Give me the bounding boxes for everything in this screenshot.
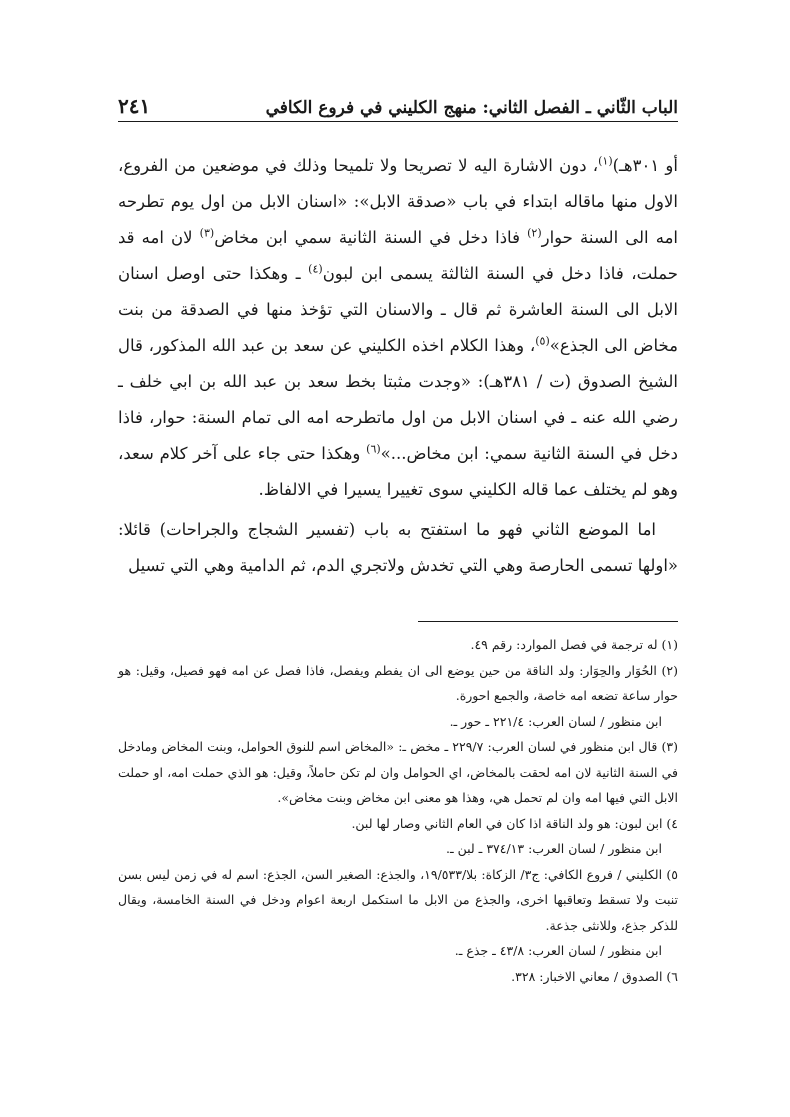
note-ref-5: (٥)	[535, 334, 550, 348]
p1-text: لان امه قد حملت، فاذا دخل في السنة الثالثة يسمى ابن لبون	[118, 228, 679, 283]
footnote-1: (١) له ترجمة في فصل الموارد: رقم ٤٩.	[470, 637, 678, 652]
p1-text: ، دون الاشارة اليه لا تصريحا ولا تلميحا وذلك في موضعين من الفروع، الاول منها ماقاله ابتداء في باب «صدقة الابل»: «اسنان الابل من اول يوم تطرحه امه الى السنة حوار	[118, 156, 678, 247]
note-ref-4: (٤)	[308, 262, 323, 276]
running-title: الباب الثّاني ـ الفصل الثاني: منهج الكليني في فروع الكافي	[265, 98, 678, 118]
note-ref-1: (١)	[598, 154, 613, 168]
footnote-2-source: ابن منظور / لسان العرب: ٢٢١/٤ ـ حور ـ.	[449, 713, 662, 729]
p1-text: فاذا دخل في السنة الثانية سمي ابن مخاض	[214, 228, 528, 247]
p1-text: أو ٣٠١هـ)	[612, 156, 678, 175]
page-header	[118, 78, 678, 118]
note-ref-6: (٦)	[366, 442, 381, 456]
footnote-2: (٢) الحُوَار والحِوَار: ولد الناقة من حين يوضع الى ان يفطم ويفصل، فاذا فصل عن امه فهو فصيل، وقيل: هو حوار ساعة تضعه امه خاصة، والجمع احورة.	[118, 662, 678, 703]
page-number: ٢٤١	[118, 94, 151, 118]
footnote-rule	[418, 621, 678, 622]
footnote-4-source: ابن منظور / لسان العرب: ٣٧٤/١٣ ـ لبن ـ.	[445, 841, 662, 856]
footnote-5-source: ابن منظور / لسان العرب: ٤٣/٨ ـ جذع ـ.	[454, 943, 662, 958]
note-ref-3: (٣)	[199, 226, 215, 240]
paragraph-2: اما الموضع الثاني فهو ما استفتح به باب (تفسير الشجاج والجراحات) قائلا: «اولها تسمى الحارصة وهي التي تخدش ولاتجري الدم، ثم الدامية وهي التي تسيل	[118, 520, 678, 575]
p1-text: وهكذا حتى جاء على آخر كلام سعد، وهو لم يختلف عما قاله الكليني سوى تغييرا يسيرا في الالفاظ.	[118, 444, 678, 499]
footnote-6: ٦) الصدوق / معاني الاخبار: ٣٢٨.	[511, 968, 678, 984]
body-text	[118, 148, 678, 584]
p1-text: ، وهذا الكلام اخذه الكليني عن سعد بن عبد الله المذكور، قال الشيخ الصدوق (ت / ٣٨١هـ): «وجدت مثبتا بخط سعد بن عبد الله بن ابي خلف ـ رضي الله عنه ـ في اسنان الابل من اول ماتطرحه امه الى تمام السنة: حوار، فاذا دخل في السنة الثانية سمي: ابن مخاض...»	[118, 336, 678, 463]
footnote-5: ٥) الكليني / فروع الكافي: ج٣/ الزكاة: بلا/١٩/٥٣٣، والجذع: الصغير السن، الجذع: اسم له في زمن ليس بسن تنبت ولا تسقط وتعاقبها اخرى، والجذع من الابل ما استكمل اربعة اعوام ودخل في السنة الخامسة، ويقال للذكر جذع، وللانثى جذعة.	[118, 866, 678, 933]
footnote-4: ٤) ابن لبون: هو ولد الناقة اذا كان في العام الثاني وصار لها لبن.	[351, 815, 678, 831]
footnotes	[118, 632, 678, 989]
p1-text: ـ وهكذا حتى اوصل اسنان الابل الى السنة العاشرة ثم قال ـ والاسنان التي تؤخذ منها في الصدقة من بنت مخاض الى الجذع»	[118, 264, 678, 355]
paragraph-1	[118, 148, 678, 508]
header-rule	[118, 121, 678, 122]
footnote-3: (٣) قال ابن منظور في لسان العرب: ٢٢٩/٧ ـ مخض ـ: «المخاض اسم للنوق الحوامل، وبنت المخاض ومادخل في السنة الثانية لان امه لحقت بالمخاض، اي الحوامل وان لم تكن حاملاً، وقيل: هو الذي حملت امه، او حملت الابل التي فيها امه وان لم تحمل هي، وهذا هو معنى ابن مخاض وبنت مخاض».	[118, 739, 678, 805]
note-ref-2: (٢)	[527, 226, 542, 240]
